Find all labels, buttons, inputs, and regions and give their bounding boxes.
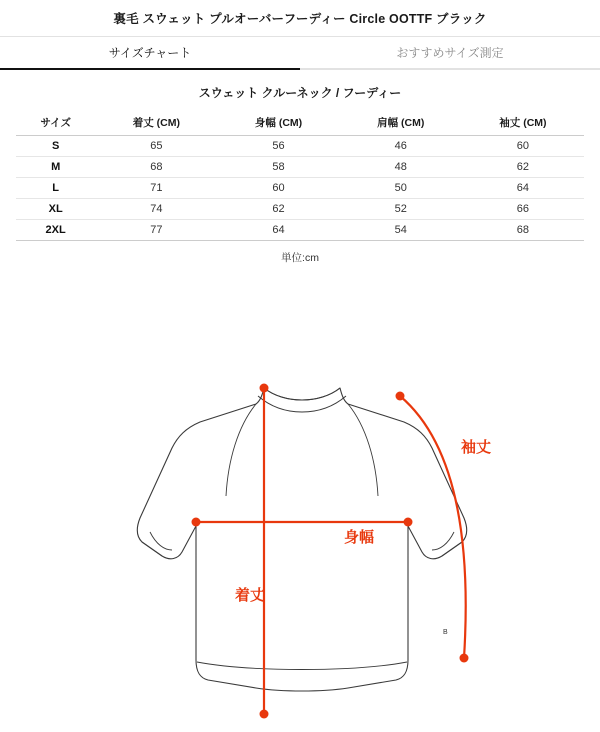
table-header-row bbox=[16, 111, 584, 136]
cell-width: 60 bbox=[217, 178, 339, 199]
column-header-width: 身幅 (CM) bbox=[217, 111, 339, 136]
cell-size: S bbox=[16, 136, 95, 157]
cell-sleeve: 68 bbox=[462, 220, 584, 241]
width-measure-point-left bbox=[192, 518, 201, 527]
column-header-length: 着丈 (CM) bbox=[95, 111, 217, 136]
cell-size: L bbox=[16, 178, 95, 199]
cell-width: 62 bbox=[217, 199, 339, 220]
garment-body-path bbox=[137, 388, 467, 691]
sleeve-measure-point-top bbox=[396, 392, 405, 401]
table-row bbox=[16, 220, 584, 241]
column-header-shoulder: 肩幅 (CM) bbox=[340, 111, 462, 136]
garment-diagram bbox=[0, 300, 600, 732]
brand-label: B bbox=[443, 629, 448, 636]
table-row bbox=[16, 157, 584, 178]
cell-shoulder: 50 bbox=[340, 178, 462, 199]
cell-shoulder: 54 bbox=[340, 220, 462, 241]
cell-sleeve: 66 bbox=[462, 199, 584, 220]
size-table bbox=[16, 111, 584, 241]
tab-size-recommendation-label: おすすめサイズ測定 bbox=[396, 46, 504, 60]
cell-length: 68 bbox=[95, 157, 217, 178]
unit-note: 単位:cm bbox=[281, 252, 319, 264]
cell-size: M bbox=[16, 157, 95, 178]
page-title: 裏毛 スウェット プルオーバーフーディー Circle OOTTF ブラック bbox=[0, 0, 600, 37]
table-row bbox=[16, 178, 584, 199]
cell-length: 65 bbox=[95, 136, 217, 157]
width-measure-point-right bbox=[404, 518, 413, 527]
cell-size: XL bbox=[16, 199, 95, 220]
tab-size-chart[interactable] bbox=[0, 37, 300, 70]
table-row bbox=[16, 199, 584, 220]
cell-width: 58 bbox=[217, 157, 339, 178]
cell-shoulder: 52 bbox=[340, 199, 462, 220]
sleeve-measure-point-bottom bbox=[460, 654, 469, 663]
cell-shoulder: 46 bbox=[340, 136, 462, 157]
cell-sleeve: 62 bbox=[462, 157, 584, 178]
tab-size-recommendation[interactable] bbox=[300, 37, 600, 70]
cell-shoulder: 48 bbox=[340, 157, 462, 178]
length-measure-point-bottom bbox=[260, 710, 269, 719]
table-caption: スウェット クルーネック / フーディー bbox=[198, 86, 402, 100]
cell-width: 56 bbox=[217, 136, 339, 157]
garment-diagram-svg bbox=[0, 300, 600, 732]
cell-length: 71 bbox=[95, 178, 217, 199]
length-label: 着丈 bbox=[234, 587, 265, 604]
width-label: 身幅 bbox=[344, 529, 375, 546]
tab-size-chart-label: サイズチャート bbox=[108, 46, 192, 60]
cell-length: 74 bbox=[95, 199, 217, 220]
cell-sleeve: 64 bbox=[462, 178, 584, 199]
cell-sleeve: 60 bbox=[462, 136, 584, 157]
garment-outline bbox=[137, 388, 467, 691]
cell-width: 64 bbox=[217, 220, 339, 241]
tab-bar bbox=[0, 37, 600, 70]
table-row bbox=[16, 136, 584, 157]
sleeve-label: 袖丈 bbox=[461, 439, 492, 456]
cell-length: 77 bbox=[95, 220, 217, 241]
length-measure-point-top bbox=[260, 384, 269, 393]
column-header-sleeve: 袖丈 (CM) bbox=[462, 111, 584, 136]
column-header-size: サイズ bbox=[16, 111, 95, 136]
cell-size: 2XL bbox=[16, 220, 95, 241]
